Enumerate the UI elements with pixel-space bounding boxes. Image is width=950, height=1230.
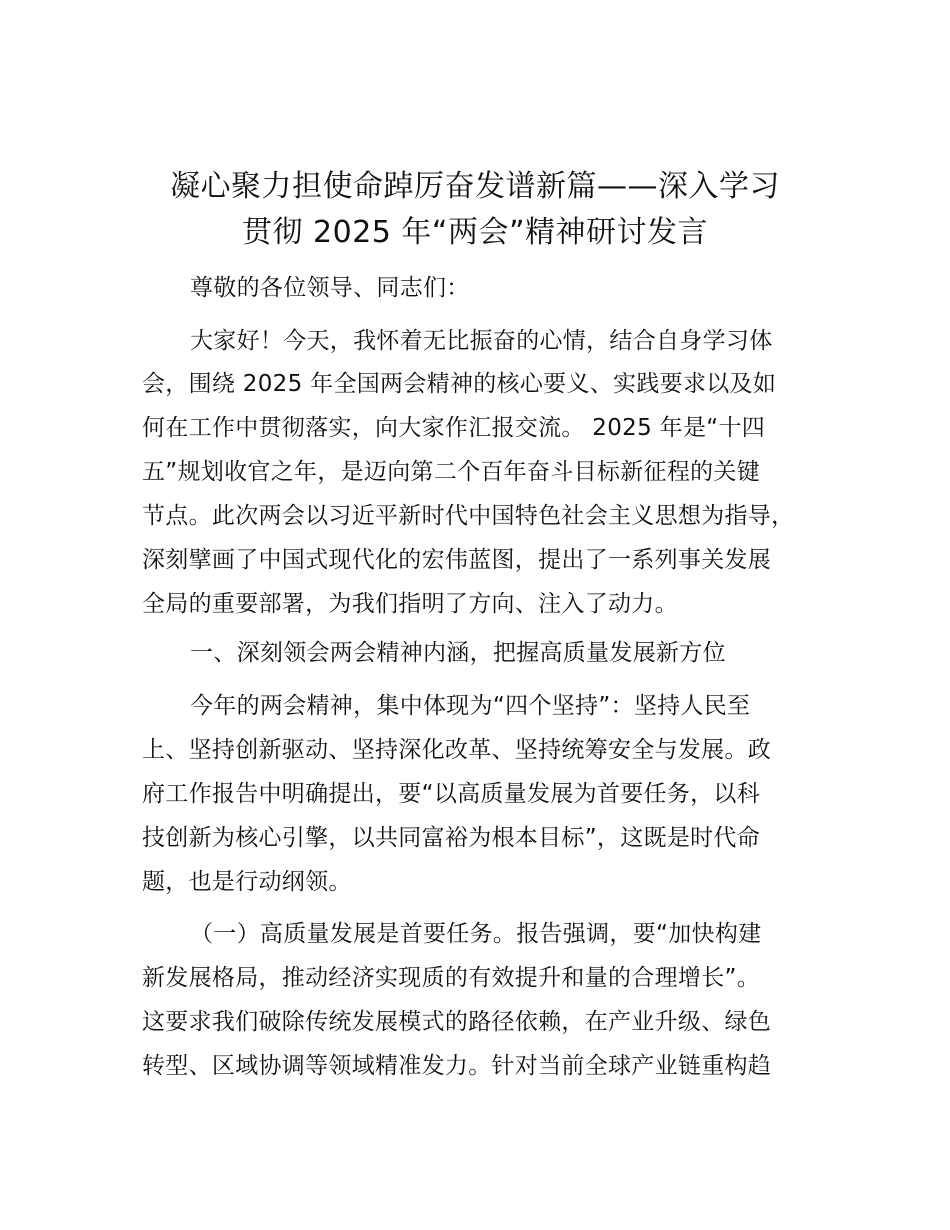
paragraph-line: 全局的重要部署，为我们指明了方向、注入了动力。 bbox=[142, 591, 678, 617]
paragraph-line: 深刻擘画了中国式现代化的宏伟蓝图，提出了一系列事关发展 bbox=[142, 547, 772, 573]
section-heading: 一、深刻领会两会精神内涵，把握高质量发展新方位 bbox=[190, 640, 726, 666]
paragraph-line: 会，围绕 2025 年全国两会精神的核心要义、实践要求以及如 bbox=[142, 371, 777, 397]
paragraph-line: 转型、区域协调等领域精准发力。针对当前全球产业链重构趋 bbox=[142, 1053, 772, 1079]
paragraph-line: 节点。此次两会以习近平新时代中国特色社会主义思想为指导， bbox=[142, 503, 795, 529]
paragraph-line: 新发展格局，推动经济实现质的有效提升和量的合理增长”。 bbox=[142, 965, 761, 991]
paragraph-line: 五”规划收官之年，是迈向第二个百年奋斗目标新征程的关键 bbox=[142, 459, 761, 485]
paragraph-line: 题，也是行动纲领。 bbox=[142, 869, 352, 895]
paragraph-line: 府工作报告中明确提出，要“以高质量发展为首要任务，以科 bbox=[142, 781, 761, 807]
paragraph-line: 这要求我们破除传统发展模式的路径依赖，在产业升级、绿色 bbox=[142, 1009, 772, 1035]
paragraph-line: 大家好！今天，我怀着无比振奋的心情，结合自身学习体 bbox=[190, 328, 773, 354]
paragraph-line: 今年的两会精神，集中体现为“四个坚持”：坚持人民至 bbox=[190, 693, 751, 719]
document-title-line-2: 贯彻 2025 年“两会”精神研讨发言 bbox=[241, 215, 708, 250]
paragraph-line: 技创新为核心引擎，以共同富裕为根本目标”，这既是时代命 bbox=[142, 825, 761, 851]
subsection-heading: （一）高质量发展是首要任务。报告强调，要“加快构建 bbox=[190, 921, 762, 947]
paragraph-line: 何在工作中贯彻落实，向大家作汇报交流。 2025 年是“十四 bbox=[142, 415, 766, 441]
salutation: 尊敬的各位领导、同志们： bbox=[190, 275, 470, 301]
paragraph-line: 上、坚持创新驱动、坚持深化改革、坚持统筹安全与发展。政 bbox=[142, 737, 772, 763]
document-title-line-1: 凝心聚力担使命踔厉奋发谱新篇——深入学习 bbox=[170, 169, 780, 204]
